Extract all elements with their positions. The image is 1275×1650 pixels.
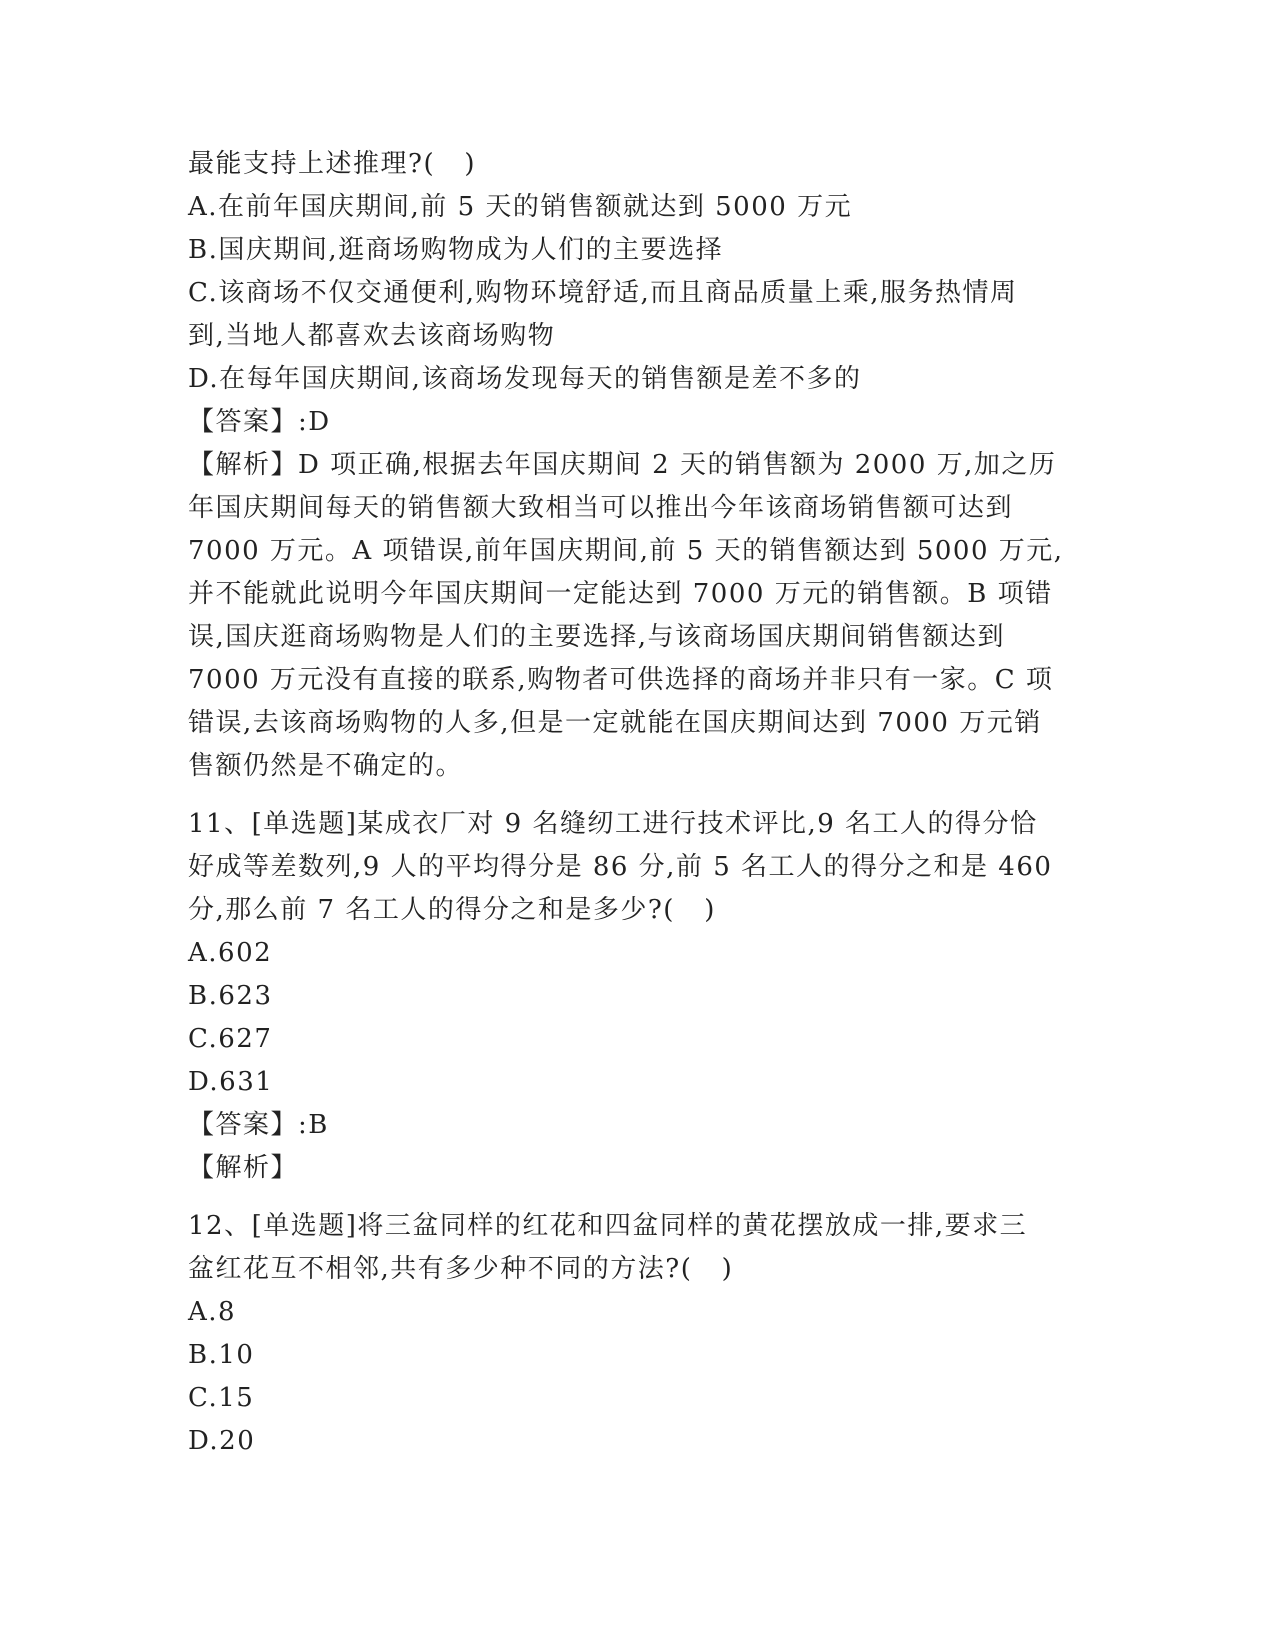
option-b: B.国庆期间,逛商场购物成为人们的主要选择	[188, 235, 724, 265]
option-b: B.623	[188, 981, 273, 1011]
analysis-line: 错误,去该商场购物的人多,但是一定就能在国庆期间达到 7000 万元销	[188, 708, 1042, 738]
analysis-line: 售额仍然是不确定的。	[188, 751, 464, 781]
document-page	[188, 143, 1068, 1463]
question-stem: 12、[单选题]将三盆同样的红花和四盆同样的黄花摆放成一排,要求三	[188, 1211, 1028, 1241]
question-stem: 11、[单选题]某成衣厂对 9 名缝纫工进行技术评比,9 名工人的得分恰	[188, 809, 1038, 839]
analysis-line: 7000 万元没有直接的联系,购物者可供选择的商场并非只有一家。C 项	[188, 665, 1054, 695]
analysis-line: 年国庆期间每天的销售额大致相当可以推出今年该商场销售额可达到	[188, 493, 1014, 523]
question-11	[188, 803, 1068, 1190]
analysis-line: 并不能就此说明今年国庆期间一定能达到 7000 万元的销售额。B 项错	[188, 579, 1053, 609]
question-stem: 分,那么前 7 名工人的得分之和是多少?( )	[188, 895, 716, 925]
section-gap	[188, 1190, 1068, 1205]
option-a: A.602	[188, 938, 273, 968]
option-d: D.在每年国庆期间,该商场发现每天的销售额是差不多的	[188, 364, 862, 394]
question-stem: 好成等差数列,9 人的平均得分是 86 分,前 5 名工人的得分之和是 460	[188, 852, 1053, 882]
question-stem: 盆红花互不相邻,共有多少种不同的方法?( )	[188, 1254, 734, 1284]
answer-line: 【答案】:D	[188, 407, 331, 437]
option-d: D.20	[188, 1426, 256, 1456]
section-gap	[188, 788, 1068, 803]
analysis-line: 7000 万元。A 项错误,前年国庆期间,前 5 天的销售额达到 5000 万元,	[188, 536, 1064, 566]
analysis-line: 【解析】D 项正确,根据去年国庆期间 2 天的销售额为 2000 万,加之历	[188, 450, 1057, 480]
answer-line: 【答案】:B	[188, 1110, 329, 1140]
option-c: C.该商场不仅交通便利,购物环境舒适,而且商品质量上乘,服务热情周	[188, 278, 1018, 308]
question-12	[188, 1205, 1068, 1463]
option-c-continued: 到,当地人都喜欢去该商场购物	[188, 321, 556, 351]
option-b: B.10	[188, 1340, 255, 1370]
option-d: D.631	[188, 1067, 274, 1097]
option-a: A.在前年国庆期间,前 5 天的销售额就达到 5000 万元	[188, 192, 853, 222]
analysis-line: 误,国庆逛商场购物是人们的主要选择,与该商场国庆期间销售额达到	[188, 622, 1006, 652]
option-a: A.8	[188, 1297, 237, 1327]
option-c: C.627	[188, 1024, 273, 1054]
question-stem-end: 最能支持上述推理?( )	[188, 149, 477, 179]
analysis-line: 【解析】	[188, 1153, 299, 1183]
option-c: C.15	[188, 1383, 255, 1413]
question-10-continuation	[188, 143, 1068, 788]
